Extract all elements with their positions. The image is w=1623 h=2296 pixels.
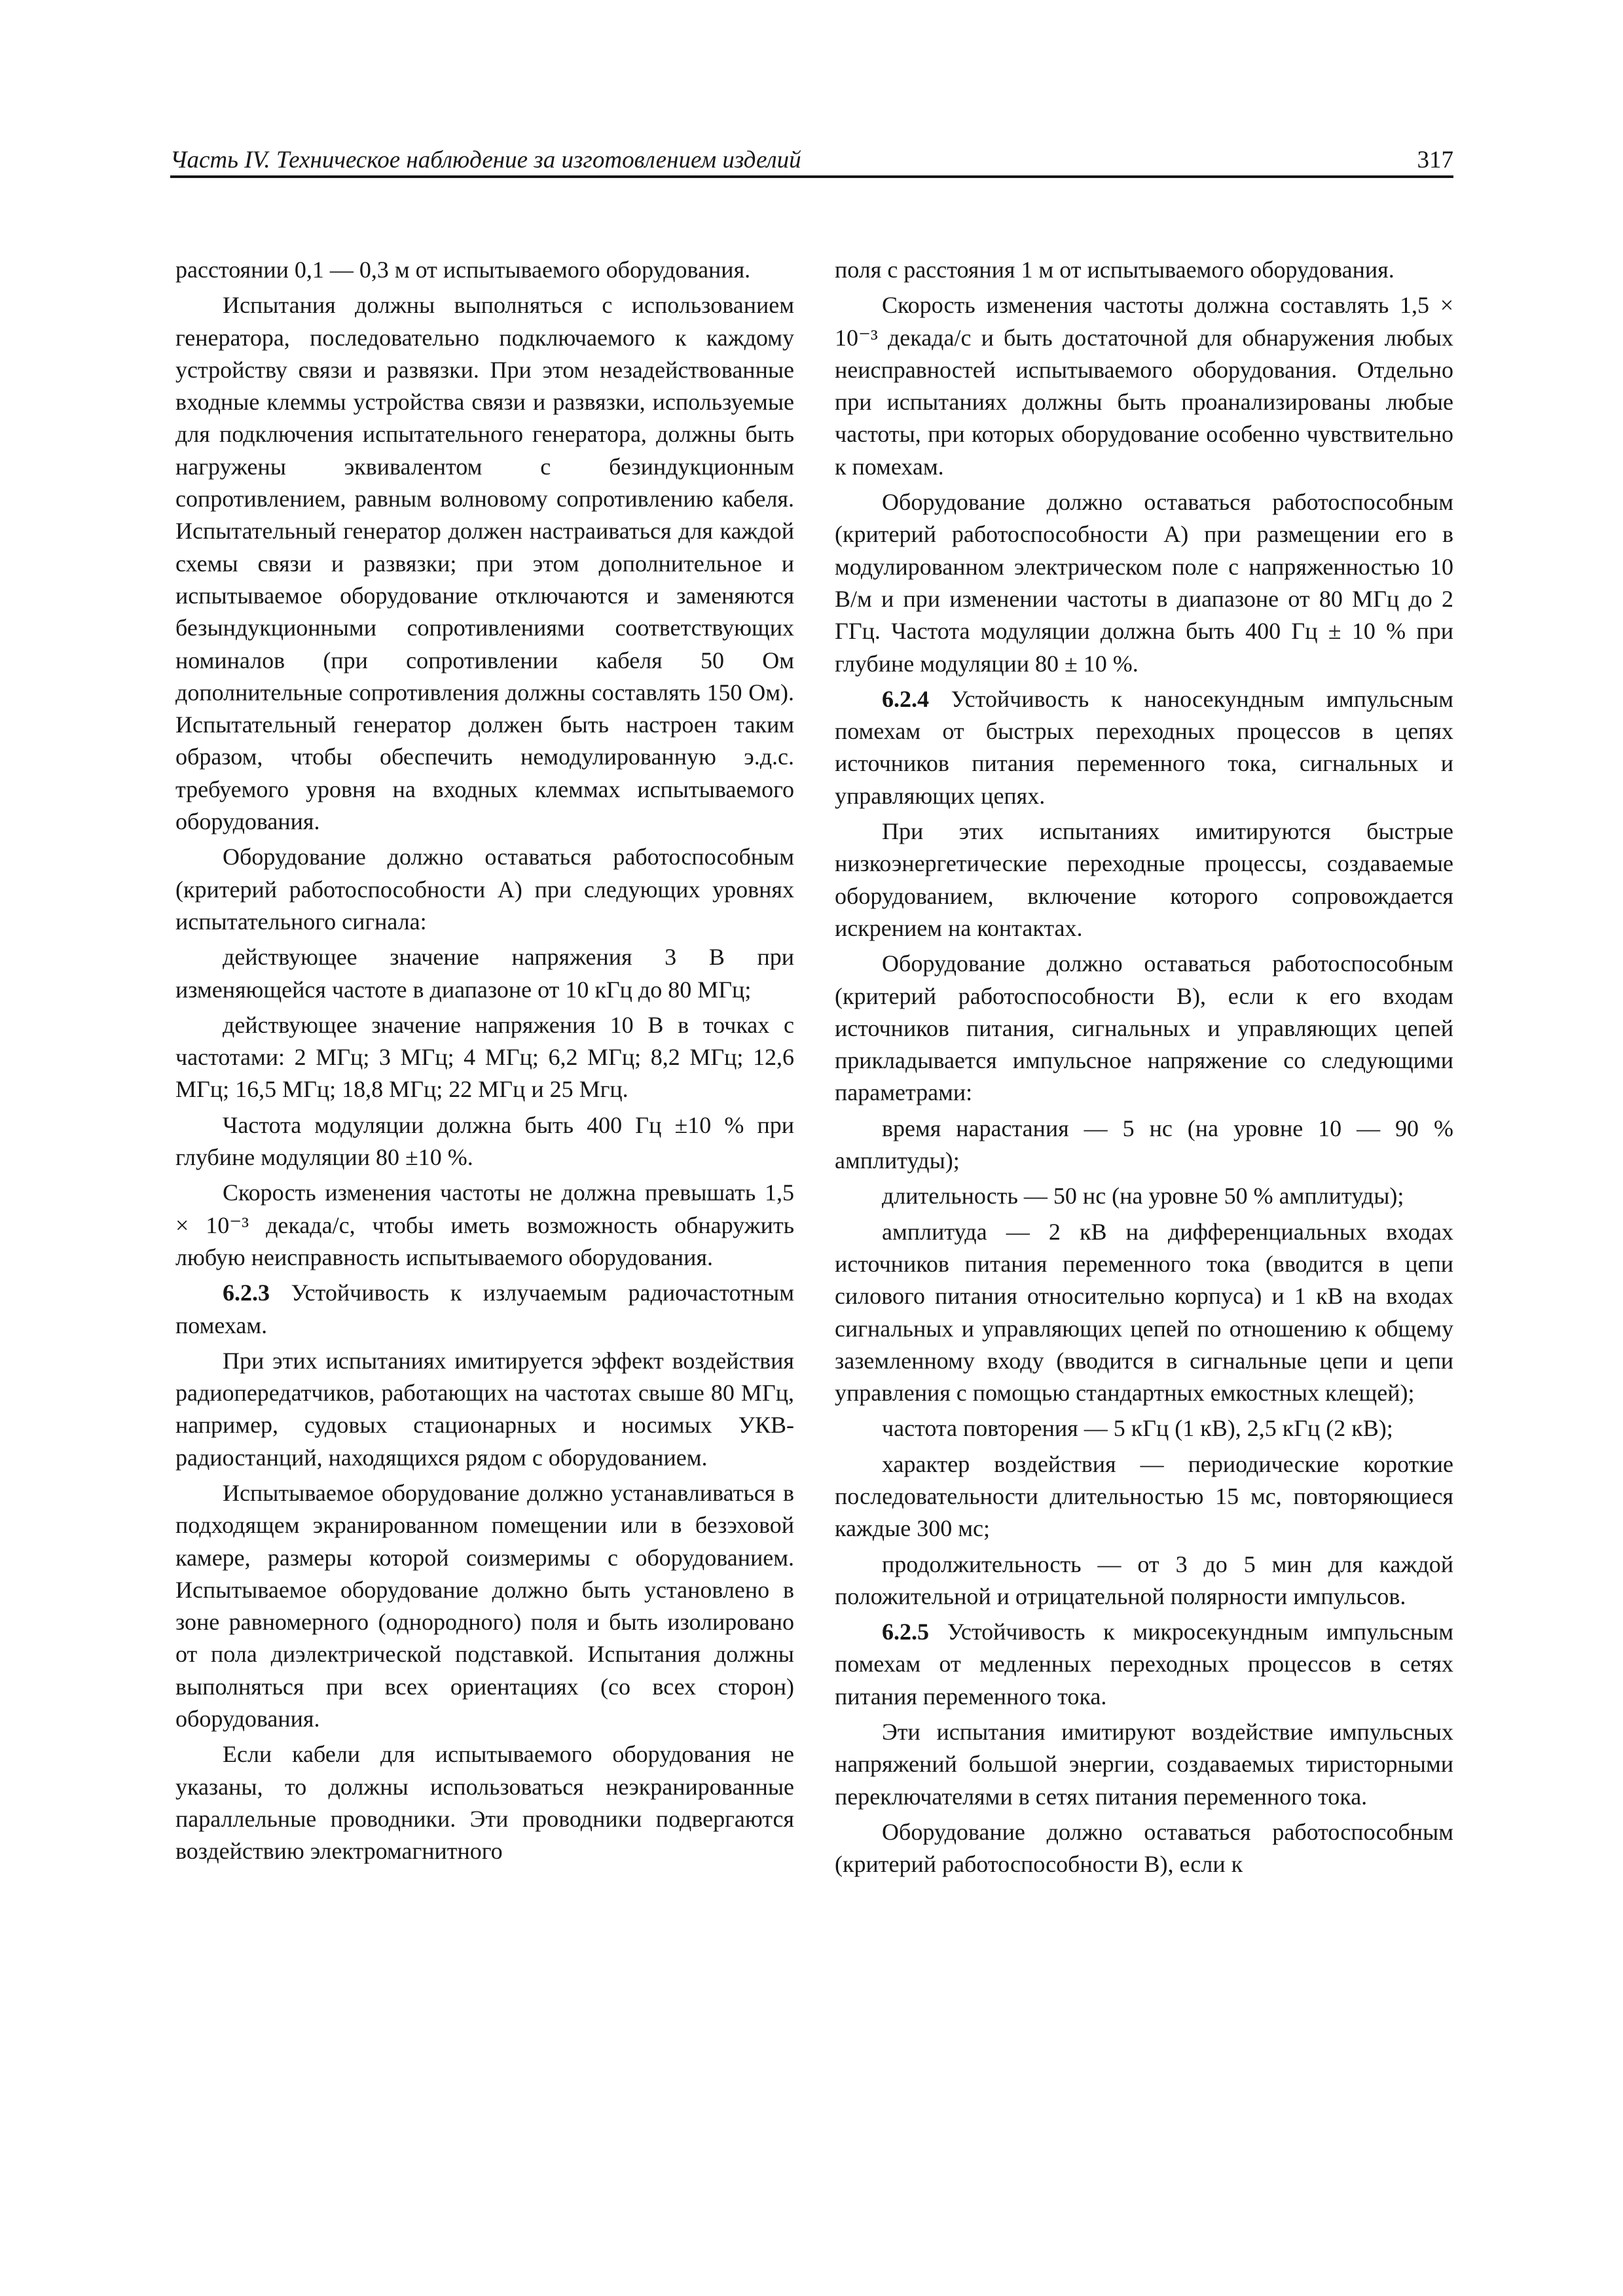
list-item: продолжительность — от 3 до 5 мин для каждой положительной и отрицательной полярности импульсов. (835, 1551, 1453, 1609)
paragraph: Оборудование должно оставаться работоспособным (критерий работоспособности А) при следующих уровнях испытательного сигнала: (175, 844, 794, 935)
paragraph: Скорость изменения частоты не должна превышать 1,5 × 10⁻³ декада/с, чтобы иметь возможность обнаружить любую неисправность испытываемого оборудования. (175, 1179, 794, 1270)
paragraph: При этих испытаниях имитируются быстрые низкоэнергетические переходные процессы, создаваемые оборудованием, включение которого сопровождается искрением на контактах. (835, 818, 1453, 941)
section-number: 6.2.5 (882, 1619, 929, 1645)
section-title: Устойчивость к излучаемым радиочастотным помехам. (175, 1280, 794, 1338)
right-column (835, 254, 1453, 1884)
paragraph: Оборудование должно оставаться работоспособным (критерий работоспособности А) при размещении его в модулированном электрическом поле с напряженностью 10 В/м и при изменении частоты в диапазоне от 80 МГц до 2 ГГц. Частота модуляции должна быть 400 Гц ± 10 % при глубине модуляции 80 ± 10 %. (835, 489, 1453, 677)
paragraph: Оборудование должно оставаться работоспособным (критерий работоспособности В), если к его входам источников питания, сигнальных и управляющих цепей прикладывается импульсное напряжение со следующими параметрами: (835, 950, 1453, 1106)
paragraph: При этих испытаниях имитируется эффект воздействия радиопередатчиков, работающих на частотах свыше 80 МГц, например, судовых стационарных и носимых УКВ-радиостанций, находящихся рядом с оборудованием. (175, 1347, 794, 1471)
section-number: 6.2.3 (223, 1280, 270, 1306)
paragraph: поля с расстояния 1 м от испытываемого оборудования. (835, 257, 1395, 283)
list-item: действующее значение напряжения 3 В при изменяющейся частоте в диапазоне от 10 кГц до 80 МГц; (175, 944, 794, 1003)
left-column (175, 254, 794, 1871)
header-rule (170, 175, 1453, 178)
list-item: частота повторения — 5 кГц (1 кВ), 2,5 кГц (2 кВ); (882, 1415, 1393, 1442)
page-header (170, 145, 1453, 175)
section-heading-6-2-3 (175, 1277, 794, 1342)
paragraph: Оборудование должно оставаться работоспособным (критерий работоспособности В), если к (835, 1818, 1453, 1878)
paragraph: расстоянии 0,1 — 0,3 м от испытываемого оборудования. (175, 257, 751, 283)
paragraph: Испытываемое оборудование должно устанавливаться в подходящем экранированном помещении или в безэховой камере, размеры которой соизмеримы с оборудованием. Испытываемое оборудование должно быть установлено в зоне равномерного (однородного) поля и быть изолировано от пола диэлектрической подставкой. Испытания должны выполняться при всех ориентациях (со всех сторон) оборудования. (175, 1479, 794, 1732)
section-heading-6-2-5 (835, 1616, 1453, 1713)
list-item: действующее значение напряжения 10 В в точках с частотами: 2 МГц; 3 МГц; 4 МГц; 6,2 МГц; 8,2 МГц; 12,6 МГц; 16,5 МГц; 18,8 МГц; 22 МГц и 25 Мгц. (175, 1011, 794, 1103)
running-title: Часть IV. Техническое наблюдение за изготовлением изделий (170, 147, 801, 173)
list-item: длительность — 50 нс (на уровне 50 % амплитуды); (882, 1183, 1404, 1210)
section-title: Устойчивость к микросекундным импульсным помехам от медленных переходных процессов в сетях питания переменного тока. (835, 1619, 1453, 1710)
list-item: характер воздействия — периодические короткие последовательности длительностью 15 мс, повторяющиеся каждые 300 мс; (835, 1450, 1453, 1542)
section-title: Устойчивость к наносекундным импульсным помехам от быстрых переходных процессов в цепях источников питания переменного тока, сигнальных и управляющих цепях. (835, 685, 1454, 809)
page-number: 317 (1417, 147, 1453, 173)
paragraph: Частота модуляции должна быть 400 Гц ±10 % при глубине модуляции 80 ±10 %. (175, 1111, 794, 1171)
list-item: время нарастания — 5 нс (на уровне 10 — 90 % амплитуды); (835, 1115, 1453, 1174)
paragraph: Если кабели для испытываемого оборудования не указаны, то должны использоваться неэкранированные параллельные проводники. Эти проводники подвергаются воздействию электромагнитного (175, 1741, 794, 1865)
paragraph: Скорость изменения частоты должна составлять 1,5 × 10⁻³ декада/с и быть достаточной для обнаружения любых неисправностей испытываемого оборудования. Отдельно при испытаниях должны быть проанализированы любые частоты, при которых оборудование особенно чувствительно к помехам. (835, 292, 1453, 480)
list-item: амплитуда — 2 кВ на дифференциальных входах источников питания переменного тока (вводится в цепи силового питания относительно корпуса) и 1 кВ на входах сигнальных и управляющих цепей по отношению к общему заземленному входу (вводится в сигнальные цепи и цепи управления с помощью стандартных емкостных клещей); (835, 1218, 1453, 1407)
section-heading-6-2-4 (835, 683, 1453, 812)
paragraph: Испытания должны выполняться с использованием генератора, последовательно подключаемого к каждому устройству связи и развязки. При этом незадействованные входные клеммы устройства связи и развязки, используемые для подключения испытательного генератора, должны быть нагружены эквивалентом с безиндукционным сопротивлением, равным волновому сопротивлению кабеля. Испытательный генератор должен настраиваться для каждой схемы связи и развязки; при этом дополнительное и испытываемое оборудование отключаются и заменяются безындукционными сопротивлениями соответствующих номиналов (при сопротивлении кабеля 50 Ом дополнительные сопротивления должны составлять 150 Ом). Испытательный генератор должен быть настроен таким образом, чтобы обеспечить немодулированную э.д.с. требуемого уровня на входных клеммах испытываемого оборудования. (175, 292, 794, 835)
paragraph: Эти испытания имитируют воздействие импульсных напряжений большой энергии, создаваемых тиристорными переключателями в сетях питания переменного тока. (835, 1719, 1453, 1810)
section-number: 6.2.4 (882, 685, 929, 712)
